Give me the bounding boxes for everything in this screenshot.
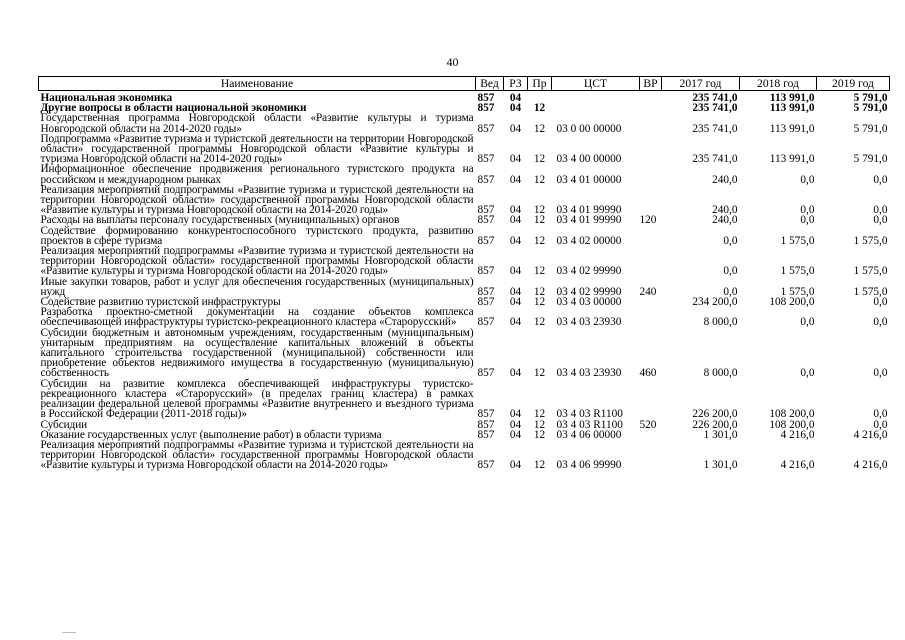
cell-vr	[640, 307, 662, 327]
cell-y2019: 4 216,0	[853, 428, 888, 441]
cell-y2017: 235 741,0	[692, 122, 738, 135]
cell-ved: 857	[477, 285, 495, 298]
cell-y2018: 0,0	[800, 316, 815, 329]
page-number: 40	[446, 55, 459, 69]
cell-y2018: 1 575,0	[780, 285, 815, 298]
cell-cst: 03 4 06 99990	[556, 459, 622, 472]
cell-y2018: 113 991,0	[769, 102, 815, 115]
cell-name: Подпрограмма «Развитие туризма и туристской деятельности на территории Новгородской области» государственной программы Новгородской области «Развитие культуры и туризма Новгородской области на 2014-2020 годы»	[40, 132, 474, 166]
cell-ved: 857	[477, 204, 495, 217]
cell-y2017: 0,0	[723, 234, 738, 247]
cell-name: Оказание государственных услуг (выполнение работ) в области туризма	[40, 428, 382, 441]
cell-rz: 04	[509, 418, 522, 431]
cell-rz: 04	[509, 153, 522, 166]
cell-vr	[640, 113, 662, 133]
cell-ved: 857	[477, 459, 495, 472]
header-vr: ВР	[640, 77, 662, 91]
cell-y2018: 0,0	[800, 173, 815, 186]
table-body	[39, 91, 890, 471]
cell-y2018: 108 200,0	[769, 296, 815, 309]
cell-y2017: 226 200,0	[692, 408, 738, 421]
cell-y2019: 0,0	[873, 214, 888, 227]
cell-name: Субсидии бюджетным и автономным учреждениям, государственным (муниципальным) унитарным предприятиям на осуществление капитальных вложений в объекты капитального строительства государственной (муниципальной) собственности или приобретение объектов недвижимого имущества в государственную (муниципальную) собственность	[40, 326, 474, 380]
cell-rz: 04	[509, 122, 522, 135]
cell-pr: 12	[533, 204, 546, 217]
cell-ved: 857	[477, 153, 495, 166]
cell-y2019: 1 575,0	[853, 265, 888, 278]
cell-ved: 857	[477, 234, 495, 247]
cell-pr: 12	[533, 214, 546, 227]
cell-vr	[640, 379, 662, 420]
cell-name: Другие вопросы в области национальной экономики	[40, 102, 307, 115]
cell-cst: 03 4 00 00000	[556, 153, 622, 166]
cell-pr: 12	[533, 102, 546, 115]
cell-rz: 04	[509, 296, 522, 309]
table-row	[39, 277, 890, 297]
cell-cst: 03 4 03 R1100	[556, 418, 623, 431]
cell-y2018: 0,0	[800, 204, 815, 217]
cell-rz: 04	[509, 408, 522, 421]
cell-y2018: 1 575,0	[780, 234, 815, 247]
table-row	[39, 226, 890, 246]
cell-y2017: 226 200,0	[692, 418, 738, 431]
cell-rz: 04	[509, 265, 522, 278]
cell-y2019: 5 791,0	[853, 102, 888, 115]
cell-y2018: 0,0	[800, 214, 815, 227]
cell-y2017: 235 741,0	[692, 153, 738, 166]
cell-y2019: 4 216,0	[853, 459, 888, 472]
cell-vr	[640, 246, 662, 277]
cell-pr: 12	[533, 265, 546, 278]
cell-rz: 04	[509, 204, 522, 217]
cell-cst: 03 4 02 00000	[556, 234, 622, 247]
cell-vr	[640, 430, 662, 440]
header-name: Наименование	[39, 77, 476, 91]
cell-rz: 04	[509, 285, 522, 298]
cell-vr	[640, 297, 662, 307]
cell-pr: 12	[533, 418, 546, 431]
cell-name: Расходы на выплаты персоналу государственных (муниципальных) органов	[40, 214, 400, 227]
cell-name: Субсидии	[40, 418, 88, 431]
cell-rz: 04	[509, 234, 522, 247]
header-cst: ЦСТ	[552, 77, 640, 91]
cell-y2017: 8 000,0	[703, 316, 738, 329]
cell-name: Национальная экономика	[40, 92, 173, 104]
scan-mark	[62, 632, 76, 633]
header-2019: 2019 год	[817, 77, 890, 91]
header-pr: Пр	[528, 77, 552, 91]
cell-pr: 12	[533, 234, 546, 247]
cell-name: Информационное обеспечение продвижения регионального туристского продукта на российском и международном рынках	[40, 163, 474, 186]
cell-name: Реализация мероприятий подпрограммы «Развитие туризма и туристской деятельности на территории Новгородской области» государственной программы Новгородской области «Развитие культуры и туризма Новгородской области на 2014-2020 годы»	[40, 183, 474, 217]
table-row	[39, 379, 890, 420]
cell-y2019: 0,0	[873, 204, 888, 217]
cell-y2019: 0,0	[873, 173, 888, 186]
cell-pr: 12	[533, 428, 546, 441]
cell-name: Государственная программа Новгородской области «Развитие культуры и туризма Новгородской области на 2014-2020 годы»	[40, 112, 474, 135]
table-row	[39, 246, 890, 277]
cell-pr: 12	[533, 408, 546, 421]
cell-name: Реализация мероприятий подпрограммы «Развитие туризма и туристской деятельности на территории Новгородской области» государственной программы Новгородской области «Развитие культуры и туризма Новгородской области на 2014-2020 годы»	[40, 438, 474, 472]
table-row	[39, 134, 890, 165]
cell-name: Содействие развитию туристской инфраструктуры	[40, 296, 281, 309]
header-2018: 2018 год	[740, 77, 817, 91]
cell-y2018: 113 991,0	[769, 92, 815, 104]
cell-y2019: 0,0	[873, 408, 888, 421]
cell-vr: 120	[639, 214, 657, 227]
cell-ved: 857	[477, 296, 495, 309]
cell-y2017: 235 741,0	[692, 92, 738, 104]
cell-cst: 03 4 01 99990	[556, 214, 622, 227]
cell-y2017: 1 301,0	[703, 428, 738, 441]
cell-name: Содействие формированию конкурентоспособного туристского продукта, развитию проектов в сфере туризма	[40, 224, 474, 247]
cell-name: Разработка проектно-сметной документации на создание объектов комплекса обеспечивающей инфраструктуры туристско-рекреационного кластера «Старорусский»	[40, 306, 474, 329]
cell-cst: 03 4 03 23930	[556, 316, 622, 329]
cell-y2019: 0,0	[873, 418, 888, 431]
cell-y2019: 5 791,0	[853, 153, 888, 166]
cell-pr: 12	[533, 285, 546, 298]
cell-pr: 12	[533, 459, 546, 472]
cell-name: Реализация мероприятий подпрограммы «Развитие туризма и туристской деятельности на территории Новгородской области» государственной программы Новгородской области «Развитие культуры и туризма Новгородской области на 2014-2020 годы»	[40, 245, 474, 278]
cell-rz: 04	[509, 316, 522, 329]
cell-rz: 04	[509, 428, 522, 441]
cell-vr	[640, 134, 662, 165]
cell-y2018: 108 200,0	[769, 408, 815, 421]
cell-y2019: 0,0	[873, 367, 888, 380]
cell-y2017: 240,0	[712, 204, 738, 217]
cell-y2019: 5 791,0	[853, 122, 888, 135]
cell-y2018: 4 216,0	[780, 459, 815, 472]
cell-vr: 460	[639, 367, 657, 380]
cell-cst: 03 4 03 R1100	[556, 408, 623, 421]
cell-pr: 12	[533, 122, 546, 135]
table-header	[39, 77, 890, 91]
cell-y2017: 240,0	[712, 214, 738, 227]
cell-y2018: 4 216,0	[780, 428, 815, 441]
cell-ved: 857	[477, 214, 495, 227]
table-row	[39, 113, 890, 133]
cell-rz: 04	[509, 173, 522, 186]
cell-cst: 03 0 00 00000	[556, 122, 622, 135]
cell-vr	[640, 226, 662, 246]
budget-table	[38, 76, 890, 471]
cell-ved: 857	[477, 418, 495, 431]
cell-y2018: 108 200,0	[769, 418, 815, 431]
cell-y2018: 113 991,0	[769, 122, 815, 135]
cell-y2017: 234 200,0	[692, 296, 738, 309]
cell-y2018: 113 991,0	[769, 153, 815, 166]
cell-y2017: 0,0	[723, 285, 738, 298]
cell-ved: 857	[477, 265, 495, 278]
cell-rz: 04	[509, 459, 522, 472]
cell-vr	[640, 185, 662, 216]
cell-vr	[640, 440, 662, 471]
header-2017: 2017 год	[662, 77, 740, 91]
cell-pr: 12	[533, 367, 546, 380]
cell-pr: 12	[533, 296, 546, 309]
cell-y2017: 0,0	[723, 265, 738, 278]
cell-y2019: 1 575,0	[853, 234, 888, 247]
cell-cst: 03 4 02 99990	[556, 285, 622, 298]
table-row	[39, 185, 890, 216]
cell-vr: 240	[639, 285, 657, 298]
cell-pr: 12	[533, 153, 546, 166]
cell-cst: 03 4 01 99990	[556, 204, 622, 217]
cell-cst: 03 4 03 00000	[556, 296, 622, 309]
cell-ved: 857	[477, 173, 495, 186]
cell-ved: 857	[477, 367, 495, 380]
cell-y2019: 5 791,0	[853, 92, 888, 104]
cell-y2018: 0,0	[800, 367, 815, 380]
header-rz: РЗ	[504, 77, 528, 91]
header-ved: Вед	[476, 77, 504, 91]
cell-y2019: 1 575,0	[853, 285, 888, 298]
cell-cst: 03 4 06 00000	[556, 428, 622, 441]
header-row	[39, 77, 890, 91]
cell-y2017: 1 301,0	[703, 459, 738, 472]
cell-y2017: 235 741,0	[692, 102, 738, 115]
table-row	[39, 328, 890, 379]
cell-name: Субсидии на развитие комплекса обеспечивающей инфраструктуры туристско-рекреационного кластера «Старорусский» (в пределах границ кластера) в рамках реализации федеральной целевой программы «Развитие внутреннего и въездного туризма в Российской Федерации (2011-2018 годы)»	[40, 377, 474, 421]
cell-vr	[640, 164, 662, 184]
cell-ved: 857	[477, 92, 495, 104]
cell-rz: 04	[509, 92, 522, 104]
table-row	[39, 164, 890, 184]
cell-ved: 857	[477, 428, 495, 441]
cell-ved: 857	[477, 316, 495, 329]
cell-y2019: 0,0	[873, 296, 888, 309]
cell-ved: 857	[477, 408, 495, 421]
table-row	[39, 440, 890, 471]
cell-pr: 12	[533, 173, 546, 186]
cell-y2018: 1 575,0	[780, 265, 815, 278]
cell-pr: 12	[533, 316, 546, 329]
cell-y2019: 0,0	[873, 316, 888, 329]
cell-cst	[552, 103, 640, 113]
cell-y2017: 240,0	[712, 173, 738, 186]
cell-cst: 03 4 02 99990	[556, 265, 622, 278]
cell-rz: 04	[509, 102, 522, 115]
cell-cst	[552, 91, 640, 104]
cell-ved: 857	[477, 102, 495, 115]
cell-y2017: 8 000,0	[703, 367, 738, 380]
cell-ved: 857	[477, 122, 495, 135]
cell-vr	[640, 91, 662, 104]
cell-cst: 03 4 01 00000	[556, 173, 622, 186]
cell-vr: 520	[639, 418, 657, 431]
cell-rz: 04	[509, 367, 522, 380]
cell-vr	[640, 103, 662, 113]
cell-cst: 03 4 03 23930	[556, 367, 622, 380]
table-row	[39, 307, 890, 327]
cell-rz: 04	[509, 214, 522, 227]
cell-name: Иные закупки товаров, работ и услуг для обеспечения государственных (муниципальных) нужд	[40, 275, 474, 298]
